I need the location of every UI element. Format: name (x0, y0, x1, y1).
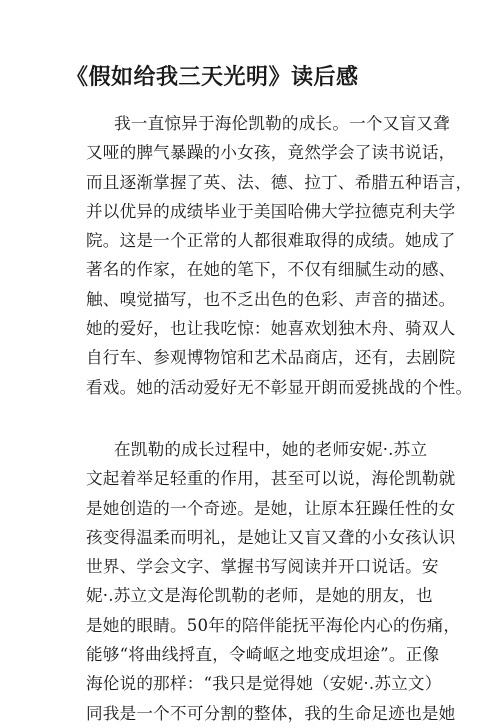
text-line: 妮·.苏立文是海伦凯勒的老师，是她的朋友，也 (86, 586, 433, 606)
text-line: 是她创造的一个奇迹。是她，让原本狂躁任性的女 (86, 498, 456, 518)
text-line: 院。这是一个正常的人都很难取得的成绩。她成了 (86, 231, 456, 251)
text-line: 触、嗅觉描写，也不乏出色的色彩、声音的描述。 (86, 289, 456, 309)
text-line: 我一直惊异于海伦凯勒的成长。一个又盲又聋 (114, 114, 450, 133)
paragraph-1 (86, 109, 473, 402)
text-line: 在凯勒的成长过程中，她的老师安妮·.苏立 (114, 439, 428, 459)
text-line: 是她的眼睛。50年的陪伴能抚平海伦内心的伤痛， (86, 615, 461, 635)
text-line: 看戏。她的活动爱好无不彰显开朗而爱挑战的个性。 (86, 377, 473, 397)
document-title: 《假如给我三天光明》读后感 (66, 64, 359, 90)
paragraph-spacer (86, 402, 434, 435)
text-line: 文起着举足轻重的作用，甚至可以说，海伦凯勒就 (86, 469, 456, 489)
text-line: 能够“将曲线捋直，令崎岖之地变成坦途”。正像 (86, 645, 440, 665)
text-line: 同我是一个不可分割的整体，我的生命足迹也是她 (86, 703, 456, 723)
text-line: 海伦说的那样：“我只是觉得她（安妮·.苏立文） (86, 674, 442, 694)
text-line: 她的爱好，也让我吃惊：她喜欢划独木舟、骑双人 (86, 319, 456, 339)
text-line: 自行车、参观博物馆和艺术品商店，还有，去剧院 (86, 348, 456, 368)
text-line: 又哑的脾气暴躁的小女孩，竟然学会了读书说话， (86, 143, 456, 163)
text-line: 世界、学会文字、掌握书写阅读并开口说话。安 (86, 557, 439, 577)
text-line: 并以优异的成绩毕业于美国哈佛大学拉德克利夫学 (86, 201, 456, 221)
text-line: 而且逐渐掌握了英、法、德、拉丁、希腊五种语言， (86, 172, 473, 192)
text-line: 孩变得温柔而明礼，是她让又盲又聋的小女孩认识 (86, 527, 456, 547)
text-line: 著名的作家，在她的笔下，不仅有细腻生动的感、 (86, 260, 456, 280)
paragraph-2 (86, 435, 461, 728)
